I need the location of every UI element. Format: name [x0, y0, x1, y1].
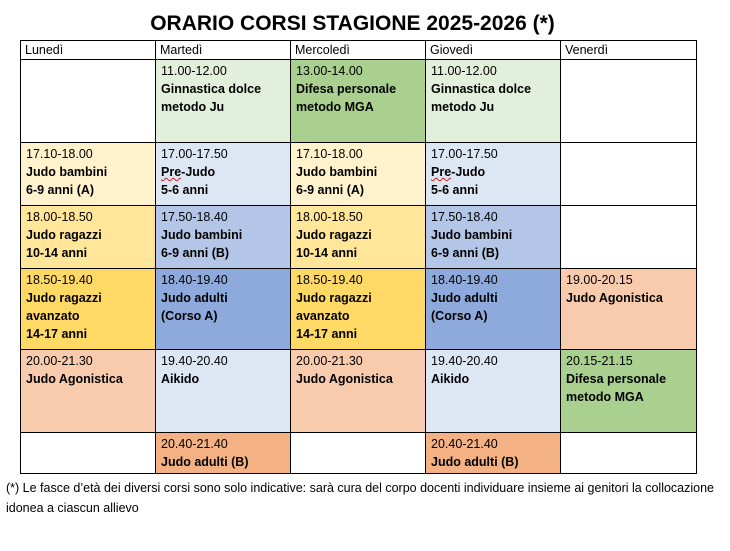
course-time: 18.00-18.50 — [26, 210, 93, 224]
course-name: Judo Agonistica — [26, 372, 123, 386]
schedule-cell-wednesday — [291, 60, 426, 143]
course-time: 20.40-21.40 — [161, 437, 228, 451]
course-name: Judo bambini — [296, 165, 378, 179]
course-name: Judo ragazzi — [26, 291, 102, 305]
course-detail: 5-6 anni — [161, 183, 209, 197]
course-time: 17.00-17.50 — [161, 147, 228, 161]
course-detail: metodo MGA — [566, 390, 644, 404]
course-name: Judo adulti (B) — [161, 455, 249, 469]
day-header-wednesday: Mercoledì — [291, 41, 426, 60]
schedule-cell-thursday — [426, 433, 561, 474]
schedule-cell-friday — [561, 269, 697, 350]
schedule-cell-tuesday — [156, 60, 291, 143]
schedule-cell-monday — [21, 206, 156, 269]
course-name: Difesa personale — [296, 82, 397, 96]
day-header-row — [21, 41, 697, 60]
course-time: 19.40-20.40 — [161, 354, 228, 368]
course-time: 17.10-18.00 — [296, 147, 363, 161]
course-name: Judo bambini — [26, 165, 108, 179]
schedule-cell-tuesday — [156, 143, 291, 206]
course-time: 18.50-19.40 — [26, 273, 93, 287]
course-time: 20.00-21.30 — [296, 354, 363, 368]
course-name: Judo adulti — [431, 291, 498, 305]
course-detail: 10-14 anni — [296, 246, 358, 260]
course-detail: 6-9 anni (B) — [161, 246, 230, 260]
schedule-cell-friday — [561, 60, 697, 143]
course-detail: 14-17 anni — [26, 327, 88, 341]
schedule-cell-monday — [21, 60, 156, 143]
course-time: 11.00-12.00 — [161, 64, 227, 78]
course-name: Judo bambini — [431, 228, 513, 242]
course-name: Judo adulti — [161, 291, 228, 305]
course-detail: avanzato — [296, 309, 350, 323]
table-row — [21, 433, 697, 474]
schedule-cell-thursday — [426, 60, 561, 143]
course-name: Judo Agonistica — [296, 372, 393, 386]
course-time: 13.00-14.00 — [296, 64, 363, 78]
course-detail: metodo MGA — [296, 100, 374, 114]
course-name: Judo ragazzi — [26, 228, 102, 242]
schedule-cell-wednesday — [291, 206, 426, 269]
schedule-cell-tuesday — [156, 433, 291, 474]
course-time: 17.00-17.50 — [431, 147, 498, 161]
course-detail: avanzato — [26, 309, 80, 323]
course-name: Judo Agonistica — [566, 291, 663, 305]
course-name: Aikido — [161, 372, 200, 386]
schedule-cell-friday — [561, 143, 697, 206]
schedule-cell-thursday — [426, 269, 561, 350]
table-row — [21, 60, 697, 143]
schedule-cell-thursday — [426, 350, 561, 433]
course-name: Ginnastica dolce — [161, 82, 262, 96]
course-time: 11.00-12.00 — [431, 64, 497, 78]
course-detail: 14-17 anni — [296, 327, 358, 341]
course-time: 17.50-18.40 — [161, 210, 228, 224]
day-header-thursday: Giovedì — [426, 41, 561, 60]
day-header-monday: Lunedì — [21, 41, 156, 60]
schedule-cell-wednesday — [291, 433, 426, 474]
schedule-cell-tuesday — [156, 206, 291, 269]
course-time: 19.00-20.15 — [566, 273, 633, 287]
course-detail: 5-6 anni — [431, 183, 479, 197]
page-title: ORARIO CORSI STAGIONE 2025-2026 (*) — [150, 12, 555, 35]
course-name: Difesa personale — [566, 372, 667, 386]
course-name: Aikido — [431, 372, 470, 386]
schedule-cell-friday — [561, 206, 697, 269]
table-row — [21, 269, 697, 350]
course-time: 19.40-20.40 — [431, 354, 498, 368]
course-time: 18.50-19.40 — [296, 273, 363, 287]
course-detail: metodo Ju — [431, 100, 495, 114]
footnote: (*) Le fasce d’età dei diversi corsi sono solo indicative: sarà cura del corpo docenti individuare insieme ai genitori la collocazione idonea a ciascun allievo — [6, 481, 715, 515]
table-row — [21, 350, 697, 433]
day-header-friday: Venerdì — [561, 41, 697, 60]
course-detail: (Corso A) — [431, 309, 488, 323]
schedule-cell-tuesday — [156, 269, 291, 350]
schedule-cell-monday — [21, 143, 156, 206]
schedule-cell-monday — [21, 350, 156, 433]
course-time: 20.15-21.15 — [566, 354, 633, 368]
schedule-cell-tuesday — [156, 350, 291, 433]
course-detail: (Corso A) — [161, 309, 218, 323]
table-row — [21, 206, 697, 269]
schedule-cell-thursday — [426, 206, 561, 269]
course-name: Judo ragazzi — [296, 291, 372, 305]
course-name: Judo ragazzi — [296, 228, 372, 242]
day-header-tuesday: Martedì — [156, 41, 291, 60]
course-time: 20.00-21.30 — [26, 354, 93, 368]
schedule-cell-thursday — [426, 143, 561, 206]
course-time: 20.40-21.40 — [431, 437, 498, 451]
schedule-cell-friday — [561, 350, 697, 433]
course-name: Judo adulti (B) — [431, 455, 519, 469]
course-time: 17.50-18.40 — [431, 210, 498, 224]
course-name: Ginnastica dolce — [431, 82, 532, 96]
course-detail: 10-14 anni — [26, 246, 88, 260]
course-detail: 6-9 anni (A) — [26, 183, 95, 197]
schedule-cell-monday — [21, 433, 156, 474]
course-name: Pre-Judo — [161, 165, 216, 179]
schedule-cell-friday — [561, 433, 697, 474]
course-time: 17.10-18.00 — [26, 147, 93, 161]
course-detail: 6-9 anni (A) — [296, 183, 365, 197]
course-detail: metodo Ju — [161, 100, 225, 114]
course-time: 18.40-19.40 — [431, 273, 498, 287]
schedule-table — [20, 40, 697, 474]
schedule-cell-wednesday — [291, 143, 426, 206]
course-time: 18.00-18.50 — [296, 210, 363, 224]
schedule-cell-monday — [21, 269, 156, 350]
schedule-cell-wednesday — [291, 350, 426, 433]
schedule-cell-wednesday — [291, 269, 426, 350]
course-name: Pre-Judo — [431, 165, 486, 179]
course-time: 18.40-19.40 — [161, 273, 228, 287]
course-name: Judo bambini — [161, 228, 243, 242]
course-detail: 6-9 anni (B) — [431, 246, 500, 260]
table-row — [21, 143, 697, 206]
